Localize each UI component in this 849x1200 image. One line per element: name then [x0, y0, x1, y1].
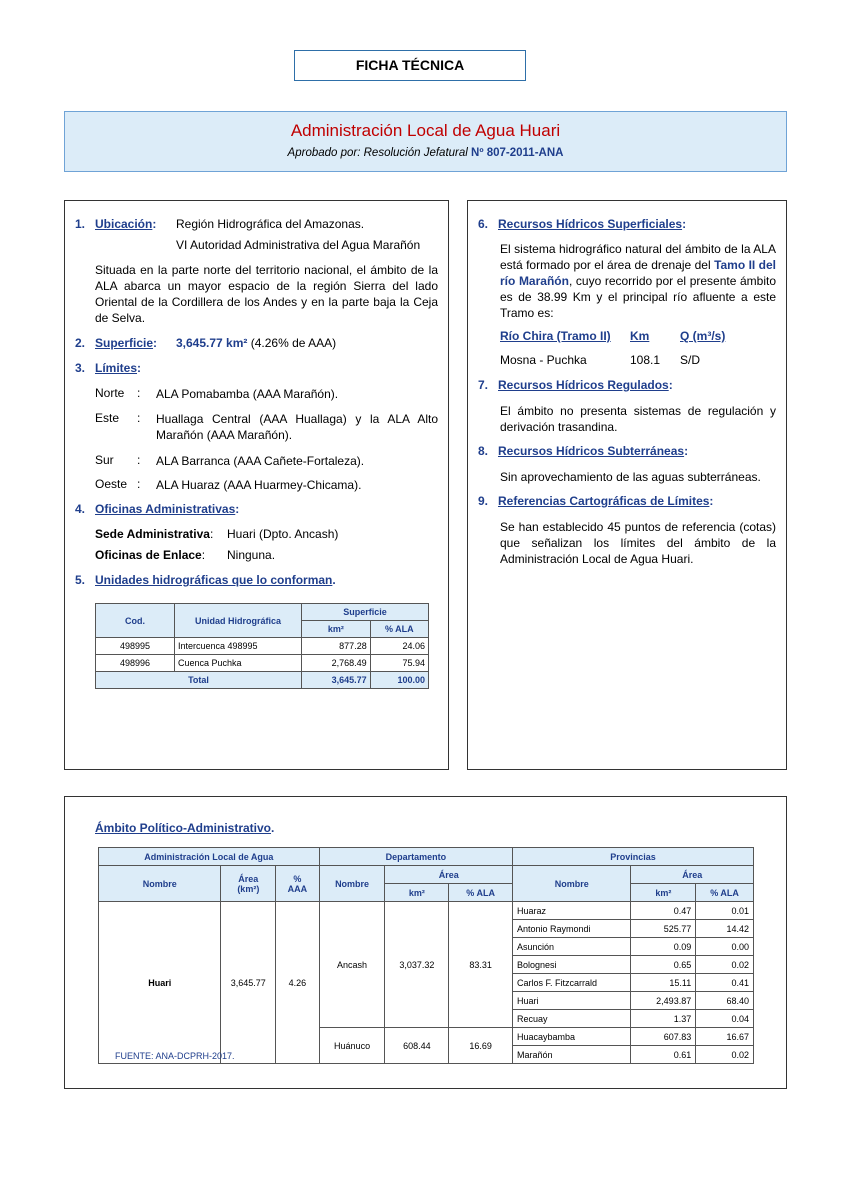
table-row: Huari 3,645.77 4.26 Ancash 3,037.32 83.31 Huaraz 0.47 0.01: [99, 902, 754, 920]
table-row: Huánuco 608.44 16.69 Huacaybamba 607.83 16.67: [99, 1028, 754, 1046]
superficiales-paragraph: El sistema hidrográfico natural del ámbito de la ALA está formado por el área de drenaje del Tamo II del río Marañón, cuyo recorrido por el presente ámbito es de 38.99 Km y el principal río afluente a este Tramo es:: [500, 242, 777, 320]
col-header: % ALA: [370, 621, 428, 638]
col-header: Unidad Hidrográfica: [175, 604, 302, 638]
rio-header-name: Río Chira (Tramo II): [500, 329, 611, 343]
subterraneas-paragraph: Sin aprovechamiento de las aguas subterráneas.: [500, 470, 761, 484]
ambito-table: [98, 847, 754, 1064]
section-limites: 3. Límites:: [75, 361, 142, 375]
col-header: Superficie: [302, 604, 429, 621]
sede-label: Sede Administrativa:: [95, 527, 214, 541]
limit-text: ALA Barranca (AAA Cañete-Fortaleza).: [156, 454, 365, 468]
limit-text: Huallaga Central (AAA Huallaga) y la ALA Alto Marañón (AAA Marañón).: [156, 412, 438, 442]
table-row: Asunción 0.09 0.00: [99, 938, 754, 956]
ubicacion-paragraph: Situada en la parte norte del territorio nacional, el ámbito de la ALA abarca un mayor espacio de la región Sierra del lado Oriental de la Cordillera de los Andes y en la parte baja la Ceja de Selva.: [95, 263, 438, 325]
limit-dir: Norte: [95, 386, 125, 400]
units-table: [95, 603, 429, 689]
table-row: Bolognesi 0.65 0.02: [99, 956, 754, 974]
section-superficie: 2. Superficie:: [75, 336, 158, 350]
col-header: Área (km²): [221, 866, 276, 902]
ficha-title: FICHA TÉCNICA: [294, 50, 526, 81]
referencias-paragraph: Se han establecido 45 puntos de referencia (cotas) que señalizan los límites del ámbito de la Administración Local de Agua Huari.: [500, 520, 776, 566]
col-header: Nombre: [319, 866, 385, 902]
table-row: 498995 Intercuenca 498995 877.28 24.06: [96, 638, 429, 655]
table-row: Marañón 0.61 0.02: [99, 1046, 754, 1064]
limit-colon: :: [137, 453, 141, 467]
limit-colon: :: [137, 386, 141, 400]
rio-value-km: 108.1: [630, 353, 661, 367]
header-banner: [64, 111, 787, 172]
sede-value: Huari (Dpto. Ancash): [227, 527, 339, 541]
section-regulados: 7. Recursos Hídricos Regulados:: [478, 378, 673, 392]
col-header: Área: [385, 866, 513, 884]
rio-header-km: Km: [630, 329, 650, 343]
left-panel: [64, 200, 449, 770]
table-row: Carlos F. Fitzcarrald 15.11 0.41: [99, 974, 754, 992]
rio-header-q: Q (m³/s): [680, 329, 726, 343]
approval-line: Aprobado por: Resolución Jefatural Nº 807-2011-ANA: [287, 147, 564, 159]
col-header: km²: [302, 621, 371, 638]
col-header: km²: [631, 884, 696, 902]
rio-value-q: S/D: [680, 353, 701, 367]
ubicacion-line2: VI Autoridad Administrativa del Agua Marañón: [176, 238, 421, 252]
col-header: Nombre: [513, 866, 631, 902]
section-unidades: 5. Unidades hidrográficas que lo conforman.: [75, 573, 336, 587]
table-row: Antonio Raymondi 525.77 14.42: [99, 920, 754, 938]
total-row: Total 3,645.77 100.00: [96, 672, 429, 689]
ubicacion-line1: Región Hidrográfica del Amazonas.: [176, 217, 365, 231]
section-subterraneas: 8. Recursos Hídricos Subterráneas:: [478, 444, 689, 458]
col-header: Área: [631, 866, 754, 884]
table-row: 498996 Cuenca Puchka 2,768.49 75.94: [96, 655, 429, 672]
ambito-title: Ámbito Político-Administrativo.: [95, 821, 275, 835]
enlace-value: Ninguna.: [227, 548, 276, 562]
right-panel: [467, 200, 787, 770]
col-header: Nombre: [99, 866, 221, 902]
limit-text: ALA Pomabamba (AAA Marañón).: [156, 387, 339, 401]
source-note: FUENTE: ANA-DCPRH-2017.: [115, 1051, 235, 1061]
section-superficiales: 6. Recursos Hídricos Superficiales:: [478, 217, 687, 231]
limit-dir: Oeste: [95, 477, 128, 491]
regulados-paragraph: El ámbito no presenta sistemas de regulación y derivación trasandina.: [500, 404, 776, 434]
col-header: Provincias: [513, 848, 754, 866]
rio-value-name: Mosna - Puchka: [500, 353, 587, 367]
col-header: Administración Local de Agua: [99, 848, 320, 866]
col-header: km²: [385, 884, 449, 902]
table-row: Recuay 1.37 0.04: [99, 1010, 754, 1028]
col-header: Cod.: [96, 604, 175, 638]
col-header: Departamento: [319, 848, 512, 866]
section-ubicacion: 1. Ubicación:: [75, 217, 157, 231]
ambito-panel: [64, 796, 787, 1089]
enlace-label: Oficinas de Enlace:: [95, 548, 206, 562]
limit-colon: :: [137, 477, 141, 491]
col-header: % ALA: [449, 884, 513, 902]
limit-colon: :: [137, 411, 141, 425]
section-referencias: 9. Referencias Cartográficas de Límites:: [478, 494, 714, 508]
page-title: Administración Local de Agua Huari: [290, 121, 561, 140]
col-header: % ALA: [696, 884, 754, 902]
section-oficinas: 4. Oficinas Administrativas:: [75, 502, 240, 516]
table-row: Huari 2,493.87 68.40: [99, 992, 754, 1010]
limit-dir: Sur: [95, 453, 114, 467]
limit-text: ALA Huaraz (AAA Huarmey-Chicama).: [156, 478, 362, 492]
superficie-value: 3,645.77 km² (4.26% de AAA): [176, 336, 337, 350]
limit-dir: Este: [95, 411, 120, 425]
col-header: % AAA: [276, 866, 320, 902]
